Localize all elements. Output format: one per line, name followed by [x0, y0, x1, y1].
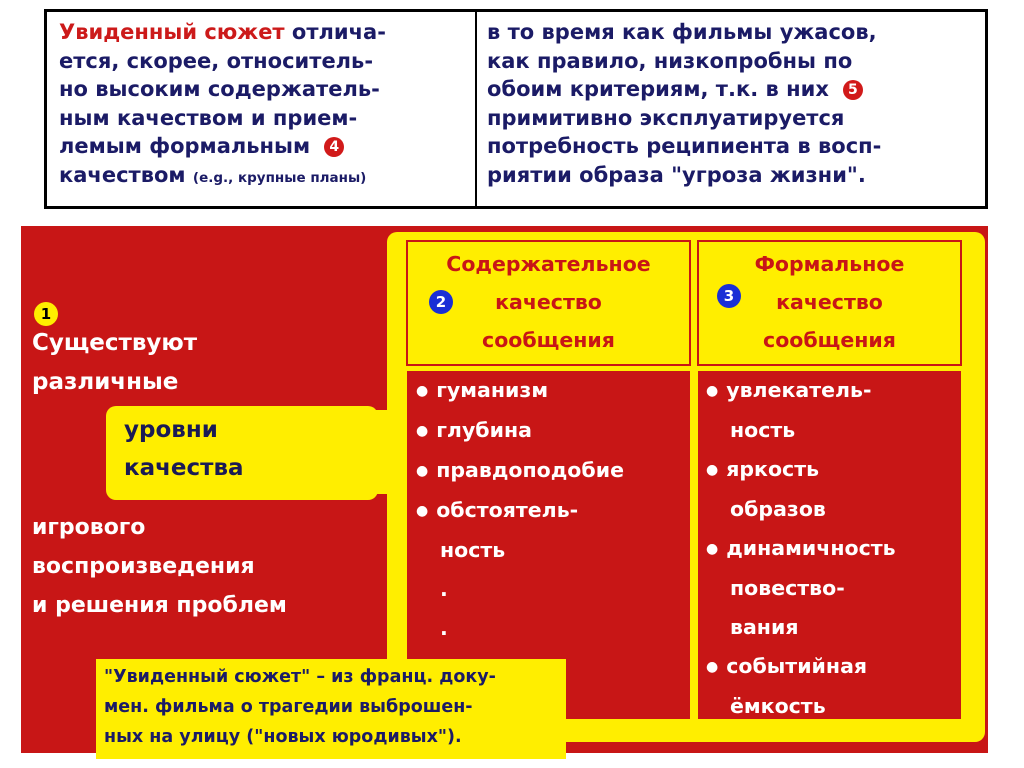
ellipsis-dot: . [440, 616, 448, 640]
bullet-icon: ● [706, 462, 719, 478]
item-continuation: ёмкость [730, 694, 826, 718]
list-item [706, 647, 896, 687]
levels-line-2: качества [124, 455, 244, 481]
exist-line-1: Существуют [32, 330, 198, 356]
right-line-5: потребность реципиента в восп- [487, 134, 882, 158]
def-line-4: ным качеством и прием- [59, 105, 358, 130]
list-item [706, 529, 896, 569]
badge-4: 4 [324, 137, 344, 157]
footnote-line-1: "Увиденный сюжет" – из франц. доку- [104, 667, 496, 687]
item-continuation: ность [730, 418, 796, 442]
game-text [32, 508, 287, 625]
right-line-4: примитивно эксплуатируется [487, 105, 845, 130]
item-text: обстоятель- [436, 498, 579, 522]
list-item [706, 371, 896, 411]
levels-text [124, 411, 244, 487]
content-header-line-1: Содержательное [446, 252, 651, 276]
content-quality-list [416, 371, 624, 648]
right-line-3-text: обоим критериям, т.к. в них [487, 77, 829, 101]
game-line-3: и решения проблем [32, 593, 287, 618]
item-continuation: ность [440, 538, 506, 562]
list-item [706, 450, 896, 490]
right-line-3 [487, 75, 975, 104]
footnote-box [96, 659, 566, 759]
badge-5: 5 [843, 80, 863, 100]
item-continuation: повество- [730, 576, 845, 600]
bullet-icon: ● [416, 383, 429, 399]
def-line-2: ется, скорее, относитель- [59, 48, 374, 73]
right-line-1: в то время как фильмы ужасов, [487, 20, 877, 44]
formal-header-line-2: качество [776, 290, 883, 314]
badge-1: 1 [34, 302, 58, 326]
bullet-icon: ● [706, 383, 719, 399]
content-header-line-3: сообщения [482, 328, 615, 352]
right-line-2: как правило, низкопробны по [487, 48, 853, 73]
game-line-1: игрового [32, 515, 146, 540]
item-text: глубина [436, 418, 532, 442]
list-item [416, 411, 624, 451]
levels-line-1: уровни [124, 417, 218, 443]
item-text: увлекатель- [726, 378, 872, 402]
bullet-icon: ● [706, 541, 719, 557]
list-item [416, 451, 624, 491]
item-text: динамичность [726, 536, 896, 560]
def-line-3: но высоким содержатель- [59, 77, 380, 101]
list-item [416, 371, 624, 411]
item-text: событийная [726, 654, 868, 678]
badge-2: 2 [429, 290, 453, 314]
item-continuation: вания [730, 615, 799, 639]
footnote-line-2: мен. фильма о трагедии выброшен- [104, 697, 473, 717]
bullet-icon: ● [706, 659, 719, 675]
formal-header-line-1: Формальное [754, 252, 905, 276]
item-text: гуманизм [436, 378, 549, 402]
item-text: правдоподобие [436, 458, 624, 482]
highlight-term: Увиденный сюжет [59, 20, 285, 44]
def-line-1 [59, 18, 465, 47]
exist-text [32, 324, 197, 402]
content-header-line-2: качество [495, 290, 602, 314]
game-line-2: воспроизведения [32, 554, 255, 579]
list-item [416, 491, 624, 531]
def-line-5 [59, 132, 465, 161]
def-line-6 [59, 161, 465, 193]
def-line-6-text: качеством [59, 162, 186, 187]
formal-header-line-3: сообщения [763, 328, 896, 352]
bullet-icon: ● [416, 423, 429, 439]
badge-3: 3 [717, 284, 741, 308]
item-text: яркость [726, 457, 820, 481]
right-line-6: риятии образа "угроза жизни". [487, 162, 866, 187]
footnote-line-3: ных на улицу ("новых юродивых"). [104, 727, 462, 747]
formal-quality-list [706, 371, 896, 726]
bullet-icon: ● [416, 463, 429, 479]
bullet-icon: ● [416, 503, 429, 519]
definition-right [477, 12, 985, 206]
definition-box [44, 9, 988, 209]
def-line-1-rest: отлича- [291, 20, 386, 44]
exist-line-2: различные [32, 369, 179, 395]
definition-left [47, 12, 477, 206]
example-note: (e.g., крупные планы) [192, 169, 367, 186]
ellipsis-dot: . [440, 577, 448, 601]
item-continuation: образов [730, 497, 826, 521]
def-line-5-text: лемым формальным [59, 134, 311, 158]
